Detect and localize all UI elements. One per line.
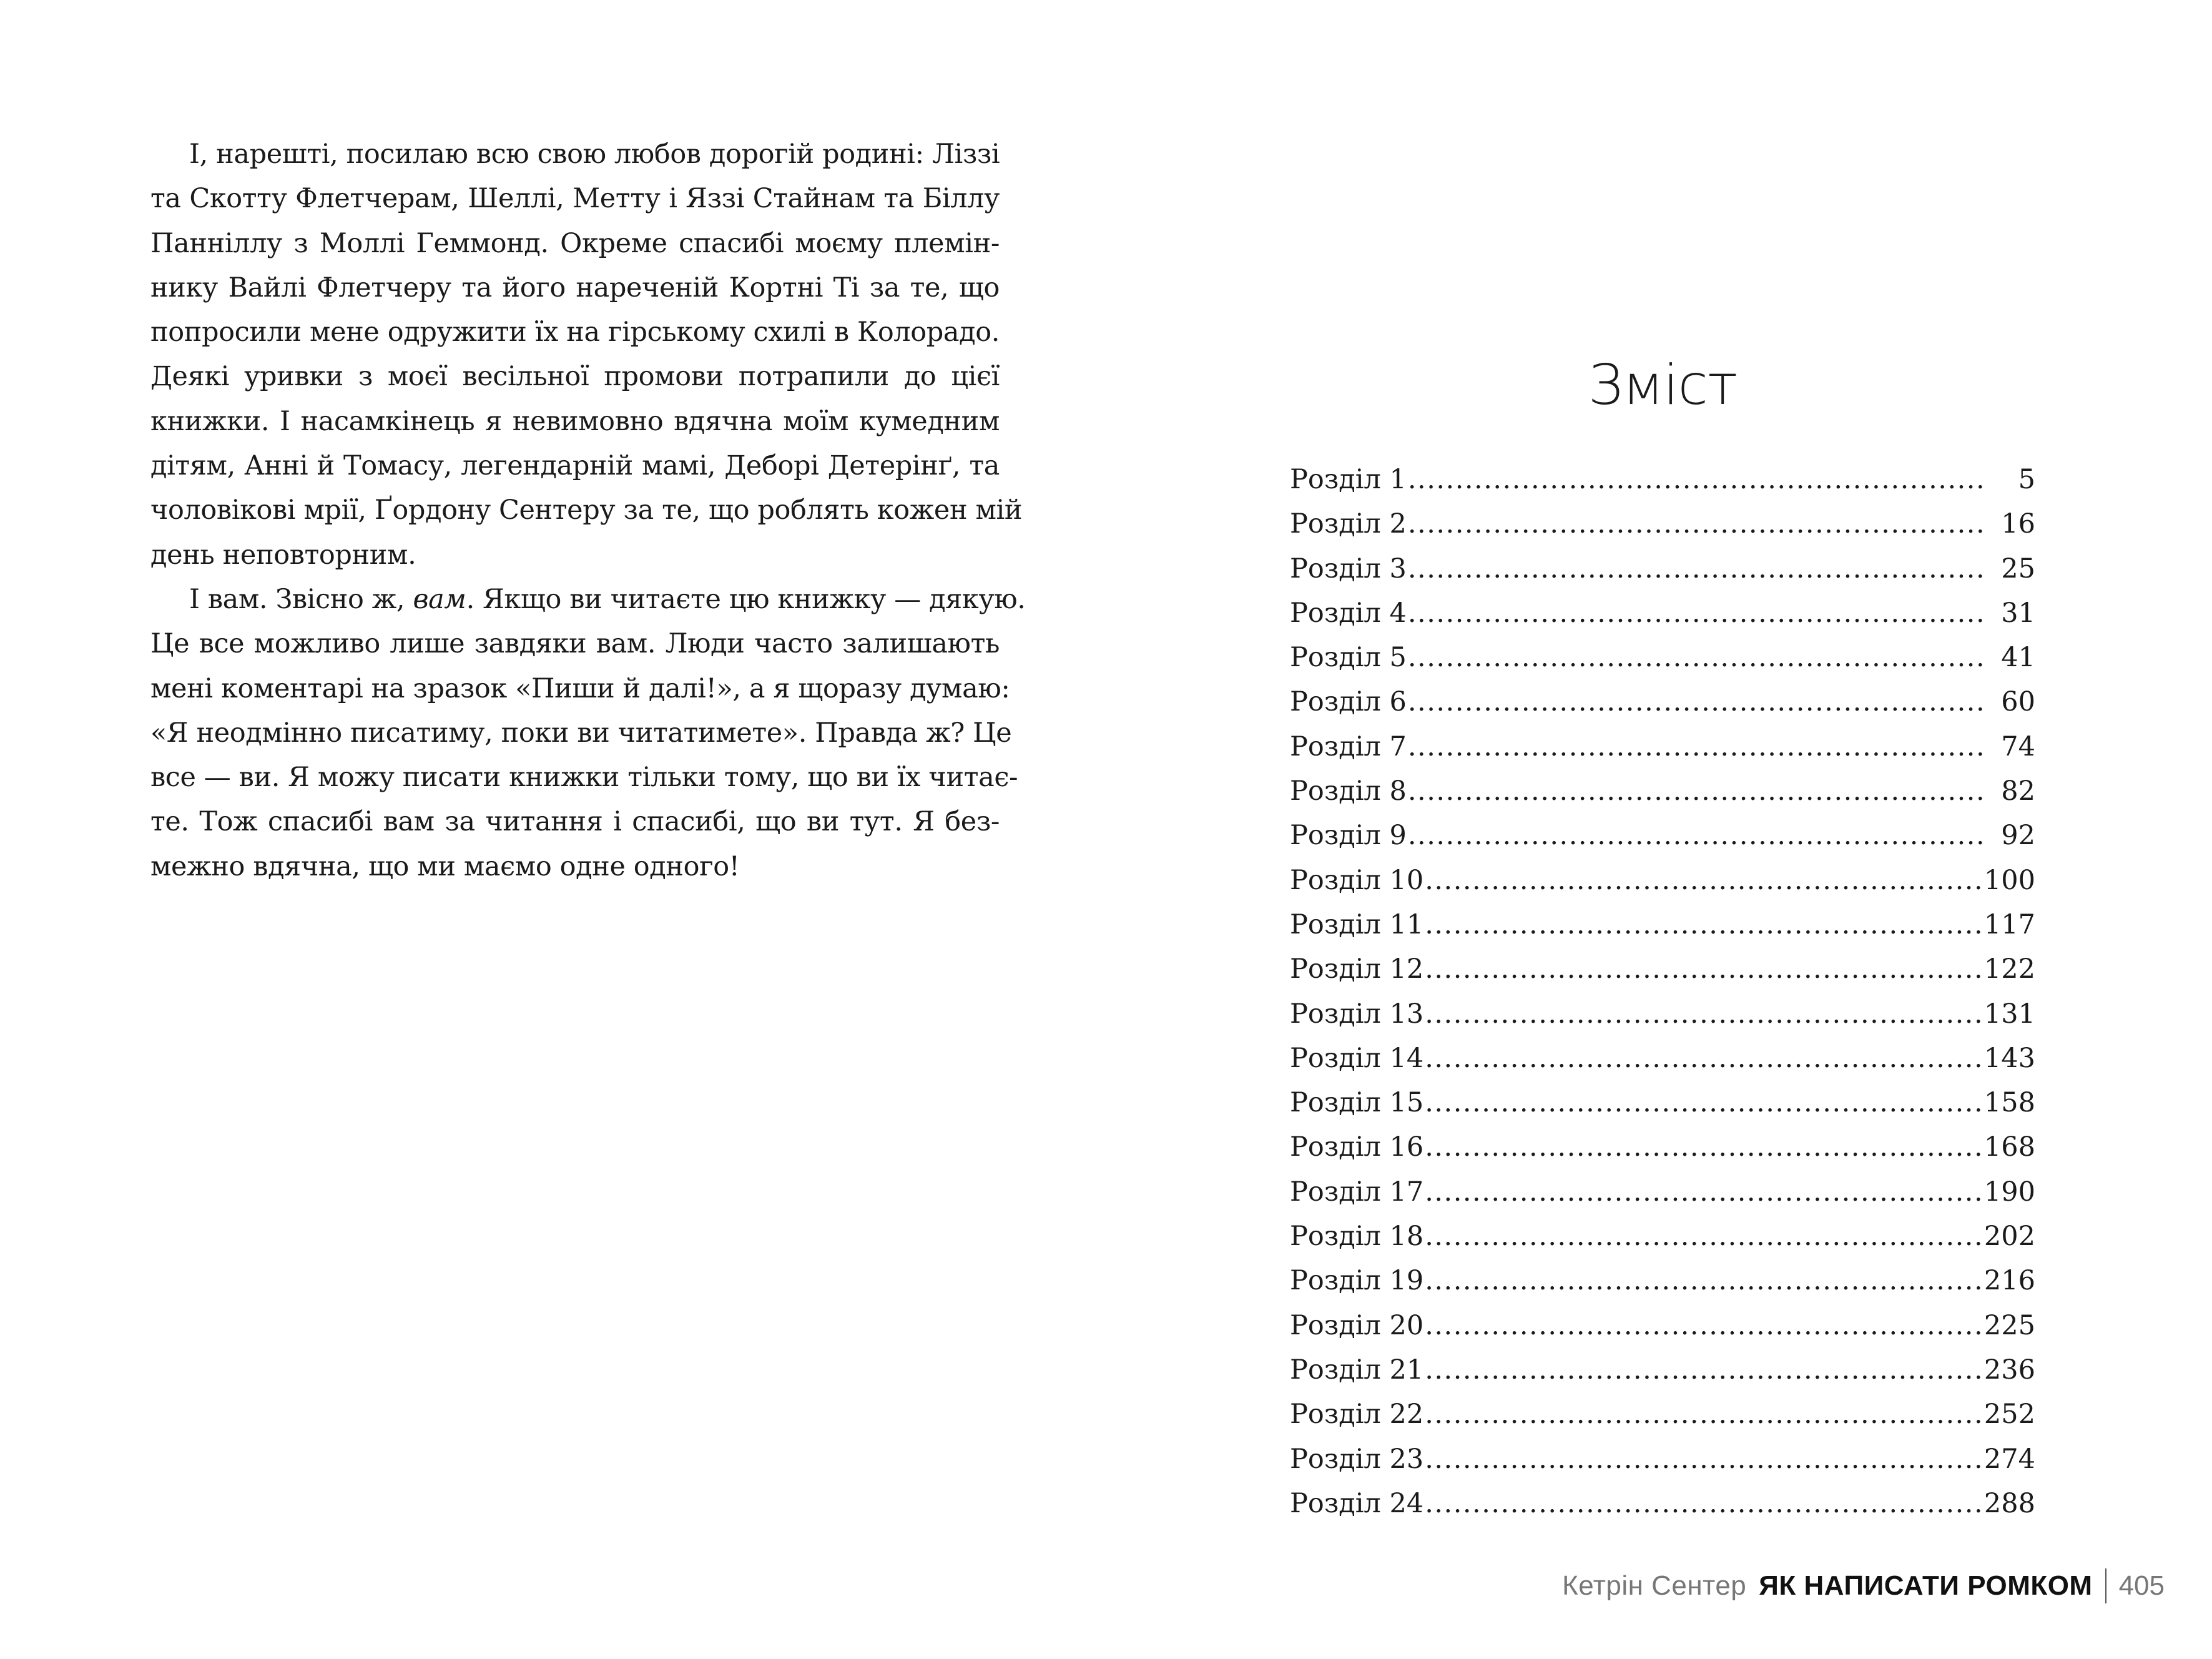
toc-entry-label: Розділ 18 (1290, 1221, 1424, 1253)
toc-leader-dots (1408, 725, 1984, 769)
toc-leader-dots (1425, 1348, 1980, 1392)
toc-leader-dots (1425, 992, 1980, 1036)
toc-entry-label: Розділ 10 (1290, 864, 1424, 896)
toc-leader-dots (1408, 502, 1984, 546)
toc-entry[interactable] (1290, 1214, 2035, 1259)
toc-leader-dots (1425, 947, 1980, 992)
footer-book-title: ЯК НАПИСАТИ РОМКОМ (1759, 1570, 2093, 1601)
toc-entry-page: 31 (2001, 597, 2035, 629)
toc-entry-page: 158 (1983, 1087, 2035, 1119)
text-line: Деякі уривки з моєї весільної промови потрапили до цієї (150, 361, 1000, 393)
text-fragment: І вам. Звісно ж, (189, 583, 413, 615)
toc-leader-dots (1425, 1392, 1980, 1437)
toc-entry-page: 168 (1983, 1131, 2035, 1163)
footer-separator (2105, 1568, 2106, 1603)
toc-entry-page: 143 (1983, 1042, 2035, 1074)
toc-entry-label: Розділ 22 (1290, 1399, 1424, 1430)
toc-entry[interactable] (1290, 1392, 2035, 1437)
toc-leader-dots (1408, 458, 1984, 502)
toc-entry[interactable] (1290, 814, 2035, 858)
toc-entry-label: Розділ 11 (1290, 908, 1424, 940)
toc-entry[interactable] (1290, 725, 2035, 769)
toc-entry[interactable] (1290, 1304, 2035, 1348)
running-footer (1562, 1568, 2165, 1603)
toc-entry-label: Розділ 8 (1290, 775, 1407, 807)
toc-entry-label: Розділ 15 (1290, 1087, 1424, 1119)
toc-entry[interactable] (1290, 458, 2035, 502)
toc-entry-page: 92 (2001, 820, 2035, 852)
footer-author: Кетрін Сентер (1562, 1570, 1747, 1601)
page-number: 405 (2118, 1570, 2165, 1601)
toc-entry-label: Розділ 19 (1290, 1265, 1424, 1297)
toc-entry[interactable] (1290, 1348, 2035, 1392)
right-page (1106, 0, 2212, 1659)
text-line: день неповторним. (150, 539, 416, 571)
table-of-contents (1290, 458, 2035, 1526)
text-line: дітям, Анні й Томасу, легендарній мамі, Деборі Детерінґ, та (150, 450, 1000, 482)
toc-entry-page: 122 (1983, 953, 2035, 985)
toc-leader-dots (1408, 636, 1984, 680)
toc-entry-page: 216 (1983, 1265, 2035, 1297)
toc-entry-page: 236 (1983, 1354, 2035, 1386)
toc-leader-dots (1425, 1170, 1980, 1214)
toc-entry-label: Розділ 20 (1290, 1309, 1424, 1341)
toc-entry-page: 74 (2001, 731, 2035, 762)
toc-title: Зміст (1588, 353, 1738, 417)
emphasis-text: вам (413, 583, 466, 615)
toc-leader-dots (1425, 1304, 1980, 1348)
text-line (150, 578, 1026, 622)
toc-entry[interactable] (1290, 992, 2035, 1036)
toc-entry-page: 117 (1983, 908, 2035, 940)
toc-entry[interactable] (1290, 547, 2035, 591)
toc-entry-page: 25 (2001, 553, 2035, 584)
toc-entry[interactable] (1290, 1482, 2035, 1526)
toc-entry-page: 252 (1983, 1399, 2035, 1430)
toc-leader-dots (1425, 1214, 1980, 1259)
toc-entry-label: Розділ 14 (1290, 1042, 1424, 1074)
text-fragment: . Якщо ви читаєте цю книжку — дякую. (466, 583, 1026, 615)
text-line: попросили мене одружити їх на гірському схилі в Колорадо. (150, 317, 1000, 348)
toc-entry[interactable] (1290, 1125, 2035, 1169)
text-line: «Я неодмінно писатиму, поки ви читатимете». Правда ж? Це (150, 717, 1012, 749)
toc-leader-dots (1425, 859, 1980, 903)
toc-leader-dots (1425, 1437, 1980, 1482)
text-line: все — ви. Я можу писати книжки тільки тому, що ви їх читає- (150, 762, 1018, 794)
toc-entry-label: Розділ 16 (1290, 1131, 1424, 1163)
toc-entry-label: Розділ 21 (1290, 1354, 1424, 1386)
toc-entry-page: 131 (1983, 998, 2035, 1030)
toc-entry[interactable] (1290, 1036, 2035, 1081)
acknowledgements-text (150, 132, 1026, 889)
toc-leader-dots (1425, 903, 1980, 947)
paragraph-family (150, 132, 1023, 578)
toc-entry-label: Розділ 12 (1290, 953, 1424, 985)
toc-entry-page: 60 (2001, 686, 2035, 718)
text-line: межно вдячна, що ми маємо одне одного! (150, 850, 740, 882)
toc-entry[interactable] (1290, 1259, 2035, 1303)
text-line: те. Тож спасибі вам за читання і спасибі, що ви тут. Я без- (150, 806, 1000, 838)
toc-entry[interactable] (1290, 947, 2035, 992)
toc-entry-label: Розділ 13 (1290, 998, 1424, 1030)
text-line: Це все можливо лише завдяки вам. Люди часто залишають (150, 628, 1000, 660)
text-line: І, нарешті, посилаю всю свою любов дорогій родині: Ліззі (189, 139, 1000, 170)
toc-leader-dots (1408, 591, 1984, 636)
toc-entry-page: 202 (1983, 1221, 2035, 1253)
toc-entry-page: 41 (2001, 642, 2035, 674)
toc-entry-label: Розділ 17 (1290, 1176, 1424, 1208)
toc-leader-dots (1425, 1482, 1980, 1526)
toc-entry[interactable] (1290, 903, 2035, 947)
toc-entry-label: Розділ 5 (1290, 642, 1407, 674)
toc-entry[interactable] (1290, 1437, 2035, 1482)
text-line: та Скотту Флетчерам, Шеллі, Метту і Яззі Стайнам та Біллу (150, 183, 1000, 215)
toc-entry[interactable] (1290, 859, 2035, 903)
toc-entry[interactable] (1290, 680, 2035, 724)
toc-entry-label: Розділ 3 (1290, 553, 1407, 584)
toc-entry-page: 274 (1983, 1443, 2035, 1475)
toc-leader-dots (1408, 680, 1984, 724)
text-line: нику Вайлі Флетчеру та його нареченій Кортні Ті за те, що (150, 272, 1000, 303)
toc-leader-dots (1408, 547, 1984, 591)
toc-leader-dots (1425, 1036, 1980, 1081)
toc-entry-label: Розділ 2 (1290, 508, 1407, 540)
toc-entry[interactable] (1290, 1170, 2035, 1214)
toc-leader-dots (1425, 1081, 1980, 1125)
toc-entry-page: 190 (1983, 1176, 2035, 1208)
text-line: Панніллу з Моллі Геммонд. Окреме спасибі моєму племін- (150, 227, 1000, 259)
toc-entry-label: Розділ 24 (1290, 1487, 1424, 1519)
toc-entry-label: Розділ 1 (1290, 464, 1407, 495)
toc-leader-dots (1408, 769, 1984, 814)
toc-leader-dots (1425, 1259, 1980, 1303)
toc-entry[interactable] (1290, 1081, 2035, 1125)
toc-entry-label: Розділ 4 (1290, 597, 1407, 629)
toc-entry-page: 288 (1983, 1487, 2035, 1519)
toc-entry[interactable] (1290, 636, 2035, 680)
toc-entry-page: 82 (2001, 775, 2035, 807)
toc-leader-dots (1425, 1125, 1980, 1169)
toc-entry-page: 225 (1983, 1309, 2035, 1341)
paragraph-readers (150, 578, 1026, 889)
toc-entry-label: Розділ 6 (1290, 686, 1407, 718)
toc-entry-label: Розділ 7 (1290, 731, 1407, 762)
toc-entry[interactable] (1290, 502, 2035, 546)
toc-leader-dots (1408, 814, 1984, 858)
toc-entry-page: 100 (1983, 864, 2035, 896)
toc-entry-page: 16 (2001, 508, 2035, 540)
toc-entry[interactable] (1290, 769, 2035, 814)
toc-entry[interactable] (1290, 591, 2035, 636)
text-line: книжки. І насамкінець я невимовно вдячна моїм кумедним (150, 405, 1000, 437)
toc-entry-label: Розділ 23 (1290, 1443, 1424, 1475)
toc-entry-page: 5 (2018, 464, 2035, 495)
text-line: чоловікові мрії, Ґордону Сентеру за те, що роблять кожен мій (150, 495, 1023, 526)
toc-entry-label: Розділ 9 (1290, 820, 1407, 852)
text-line: мені коментарі на зразок «Пиши й далі!», а я щоразу думаю: (150, 672, 1010, 704)
